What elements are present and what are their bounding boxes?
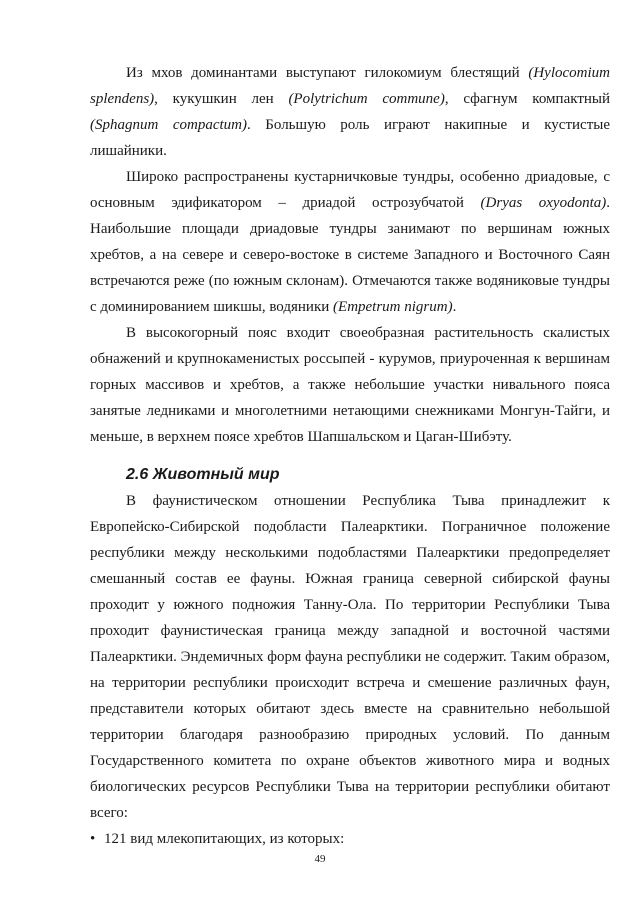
page-number: 49: [314, 853, 326, 865]
latin-name: (Polytrichum commune): [288, 91, 445, 107]
paragraph-text: Широко распространены кустарничковые тундры, особенно дриадовые, с основным эдификатором – дриадой острозубчатой: [90, 169, 610, 211]
paragraph-text: , кукушкин лен: [154, 91, 289, 107]
paragraph-text: Из мхов доминантами выступают гилокомиум блестящий: [126, 65, 529, 81]
paragraph-text: , сфагнум компактный: [444, 91, 611, 107]
latin-name: (Empetrum nigrum): [333, 299, 453, 315]
latin-name: (Dryas oxyodonta): [480, 195, 607, 211]
paragraph-text: В высокогорный пояс входит своеобразная растительность скалистых обнажений и крупнокаменистых россыпей - курумов, приуроченная к вершинам горных массивов и хребтов, а также небольшие участки нивального пояса занятые ледниками и многолетними нетающими снежниками Монгун-Тайги, и меньше, в верхнем поясе хребтов Шапшальском и Цаган-Шибэту.: [90, 325, 610, 445]
paragraph-text: . Большую роль играют накипные и кустистые лишайники.: [90, 117, 610, 159]
latin-name: (Hylocomium splendens): [90, 65, 610, 107]
paragraph-text: . Наибольшие площади дриадовые тундры занимают по вершинам южных хребтов, а на севере и северо-востоке в системе Западного и Восточного Саян встречаются реже (по южным склонам). Отмечаются также водяниковые тундры с доминированием шикшы, водяники: [90, 195, 611, 315]
list-item-text: 121 вид млекопитающих, из которых:: [104, 831, 345, 847]
paragraph-fauna: В фаунистическом отношении Республика Тыва принадлежит к Европейско-Сибирской подобласти Палеарктики. Пограничное положение республики между несколькими подобластями Палеарктики предопределяет смешанный состав ее фауны. Южная граница северной сибирской фауны проходит у южного подножия Танну-Ола. По территории Республики Тыва проходит фаунистическая граница между западной и восточной частями Палеарктики. Эндемичных форм фауна республики не содержит. Таким образом, на территории республики происходит встреча и смешение различных фаун, представители которых обитают здесь вместе на сравнительно небольшой территории благодаря разнообразию природных условий. По данным Государственного комитета по охране объектов животного мира и водных биологических ресурсов Республики Тыва на территории республики обитают всего:: [90, 493, 610, 821]
page-content: [90, 60, 610, 852]
paragraph-shrub-tundra: [90, 164, 610, 320]
bullet-icon: •: [90, 831, 96, 847]
list-item: [90, 826, 610, 852]
section-heading: 2.6 Животный мир: [126, 466, 280, 483]
paragraph-alpine-belt: [90, 320, 610, 450]
paragraph-mosses: [90, 60, 610, 164]
latin-name: (Sphagnum compactum): [90, 117, 247, 133]
paragraph-text: .: [452, 299, 457, 315]
